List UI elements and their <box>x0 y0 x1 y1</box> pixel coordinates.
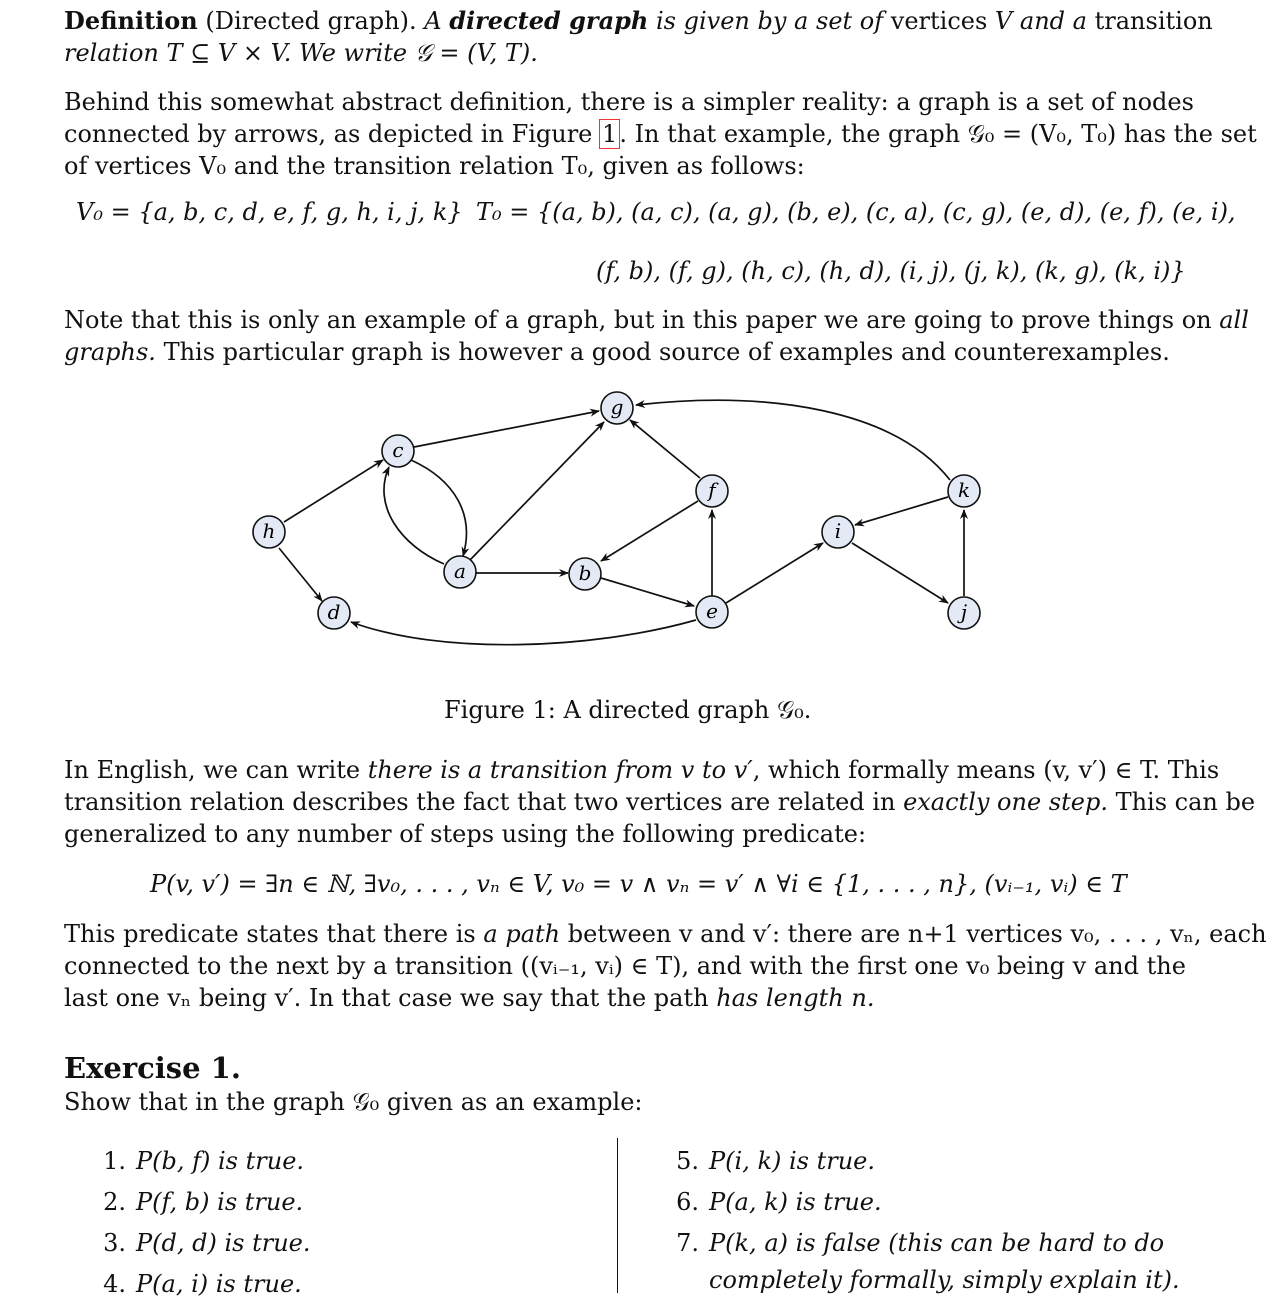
para4-line-3-em: has length n. <box>716 984 875 1012</box>
graph-edges <box>279 400 964 644</box>
node-label-d: d <box>327 600 341 624</box>
list-item-text: P(a, i) is true. <box>136 1270 302 1298</box>
node-h <box>253 516 285 548</box>
node-label-g: g <box>610 395 624 419</box>
list-item <box>665 1141 1180 1182</box>
para3-line-1-em: there is a transition from v to v′ <box>367 756 753 784</box>
column-divider <box>617 1138 618 1293</box>
edge-k-i <box>855 497 948 525</box>
para1-line-3: of vertices V₀ and the transition relation T₀, given as follows: <box>64 152 805 180</box>
node-label-b: b <box>578 561 592 585</box>
definition-and: and a <box>1019 7 1087 35</box>
para3-line-2-em: exactly one step. <box>903 788 1108 816</box>
exercise-left-list <box>92 1141 311 1305</box>
t0-definition-line-2: (f, b), (f, g), (h, c), (h, d), (i, j), (j, k), (k, g), (k, i)} <box>596 257 1186 285</box>
list-item <box>92 1223 311 1264</box>
para4-line-1-b: between v and v′: there are n+1 vertices v₀, . . . , vₙ, each <box>567 920 1267 948</box>
node-d <box>318 597 350 629</box>
para2-line-1-a: Note that this is only an example of a graph, but in this paper we are going to prove things on <box>64 306 1212 334</box>
node-j <box>948 597 980 629</box>
para2-line-1-em: all <box>1219 306 1249 334</box>
list-item-number: 6. <box>676 1188 699 1216</box>
para3-line-3: generalized to any number of steps using the following predicate: <box>64 820 867 848</box>
node-b <box>569 558 601 590</box>
edge-f-g <box>630 420 700 478</box>
node-label-e: e <box>706 599 718 623</box>
predicate-formula: P(v, v′) = ∃n ∈ ℕ, ∃v₀, . . . , vₙ ∈ V, v₀ = v ∧ vₙ = v′ ∧ ∀i ∈ {1, . . . , n}, (vᵢ₋₁, vᵢ) ∈ T <box>150 870 1127 898</box>
node-f <box>696 475 728 507</box>
list-item-text: completely formally, simply explain it). <box>709 1266 1180 1294</box>
list-item-number: 2. <box>103 1188 126 1216</box>
edge-c-a <box>411 460 466 556</box>
exercise-title: Exercise 1. <box>64 1051 241 1085</box>
node-label-k: k <box>957 478 971 502</box>
edge-h-c <box>284 460 383 522</box>
figure-caption: Figure 1: A directed graph 𝒢₀. <box>444 696 812 724</box>
exercise-intro: Show that in the graph 𝒢₀ given as an example: <box>64 1088 643 1116</box>
para1-line-1: Behind this somewhat abstract definition, there is a simpler reality: a graph is a set of nodes <box>64 88 1194 116</box>
edge-a-g <box>470 422 604 560</box>
node-k <box>948 475 980 507</box>
list-item <box>92 1141 311 1182</box>
para3-line-1-a: In English, we can write <box>64 756 361 784</box>
list-item-number: 4. <box>103 1270 126 1298</box>
definition-term: directed graph <box>449 6 649 35</box>
definition-paren: (Directed graph). <box>205 7 417 35</box>
para2-line-2-b: This particular graph is however a good source of examples and counterexamples. <box>163 338 1170 366</box>
t0-definition-line-1: T₀ = {(a, b), (a, c), (a, g), (b, e), (c, a), (c, g), (e, d), (e, f), (e, i), <box>476 198 1236 226</box>
edge-f-b <box>601 501 698 561</box>
para3-line-1-b: , which formally means (v, v′) ∈ T. This <box>752 756 1220 784</box>
edge-e-d <box>351 620 696 645</box>
para1-line-2-b: . In that example, the graph 𝒢₀ = (V₀, T₀) has the set <box>619 120 1257 148</box>
node-label-h: h <box>262 519 276 543</box>
para4-line-1 <box>64 918 1267 950</box>
node-c <box>382 435 414 467</box>
para3-line-2-a: transition relation describes the fact that two vertices are related in <box>64 788 896 816</box>
list-item-text: P(k, a) is false (this can be hard to do <box>709 1229 1165 1257</box>
para3-line-1 <box>64 754 1219 786</box>
node-a <box>444 556 476 588</box>
para1-line-2-a: connected by arrows, as depicted in Figure <box>64 120 593 148</box>
list-item-text: P(i, k) is true. <box>709 1147 876 1175</box>
para4-line-1-a: This predicate states that there is <box>64 920 476 948</box>
definition-V: V <box>994 7 1013 35</box>
node-label-f: f <box>708 478 716 502</box>
list-item-text: P(b, f) is true. <box>136 1147 305 1175</box>
node-label-c: c <box>392 438 404 462</box>
para4-line-3-a: last one vₙ being v′. In that case we say that the path <box>64 984 709 1012</box>
edge-b-e <box>601 578 694 606</box>
node-label-a: a <box>454 559 466 583</box>
definition-line-2: relation T ⊆ V × V. We write 𝒢 = (V, T). <box>64 39 538 67</box>
list-item-number: 7. <box>676 1229 699 1257</box>
list-item <box>665 1223 1180 1264</box>
list-item-number: 3. <box>103 1229 126 1257</box>
graph-nodes <box>253 392 980 629</box>
exercise-right-list <box>665 1141 1180 1296</box>
list-item-text: P(a, k) is true. <box>709 1188 882 1216</box>
list-item <box>665 1182 1180 1223</box>
list-item <box>92 1264 311 1305</box>
edge-a-c <box>384 467 444 564</box>
definition-text-a: A <box>424 7 442 35</box>
para4-line-3 <box>64 982 874 1014</box>
list-item-text: P(f, b) is true. <box>136 1188 304 1216</box>
figure-reference-link[interactable]: 1 <box>602 120 618 148</box>
para2-line-2-em: graphs. <box>64 338 156 366</box>
edge-i-j <box>852 543 948 603</box>
list-item <box>665 1264 1180 1296</box>
para3-line-2-b: This can be <box>1115 788 1256 816</box>
definition-text-b: is given by a set of <box>656 7 884 35</box>
definition-transition: transition <box>1094 7 1213 35</box>
list-item-number: 1. <box>103 1147 126 1175</box>
list-item-number: 5. <box>676 1147 699 1175</box>
para4-line-1-em: a path <box>483 920 561 948</box>
node-g <box>601 392 633 424</box>
edge-k-g <box>636 400 950 480</box>
para4-line-2: connected to the next by a transition ((vᵢ₋₁, vᵢ) ∈ T), and with the first one v₀ being v and the <box>64 952 1186 980</box>
edge-c-g <box>414 411 599 447</box>
node-label-j: j <box>960 600 968 624</box>
edge-e-i <box>726 543 823 603</box>
definition-label: Definition <box>64 6 198 35</box>
v0-definition: V₀ = {a, b, c, d, e, f, g, h, i, j, k} <box>76 198 463 226</box>
list-item-text: P(d, d) is true. <box>136 1229 311 1257</box>
definition-vertices: vertices <box>890 7 988 35</box>
list-item <box>92 1182 311 1223</box>
node-i <box>822 516 854 548</box>
para3-line-2 <box>64 786 1255 818</box>
node-e <box>696 596 728 628</box>
node-label-i: i <box>834 519 842 543</box>
edge-h-d <box>279 548 322 601</box>
